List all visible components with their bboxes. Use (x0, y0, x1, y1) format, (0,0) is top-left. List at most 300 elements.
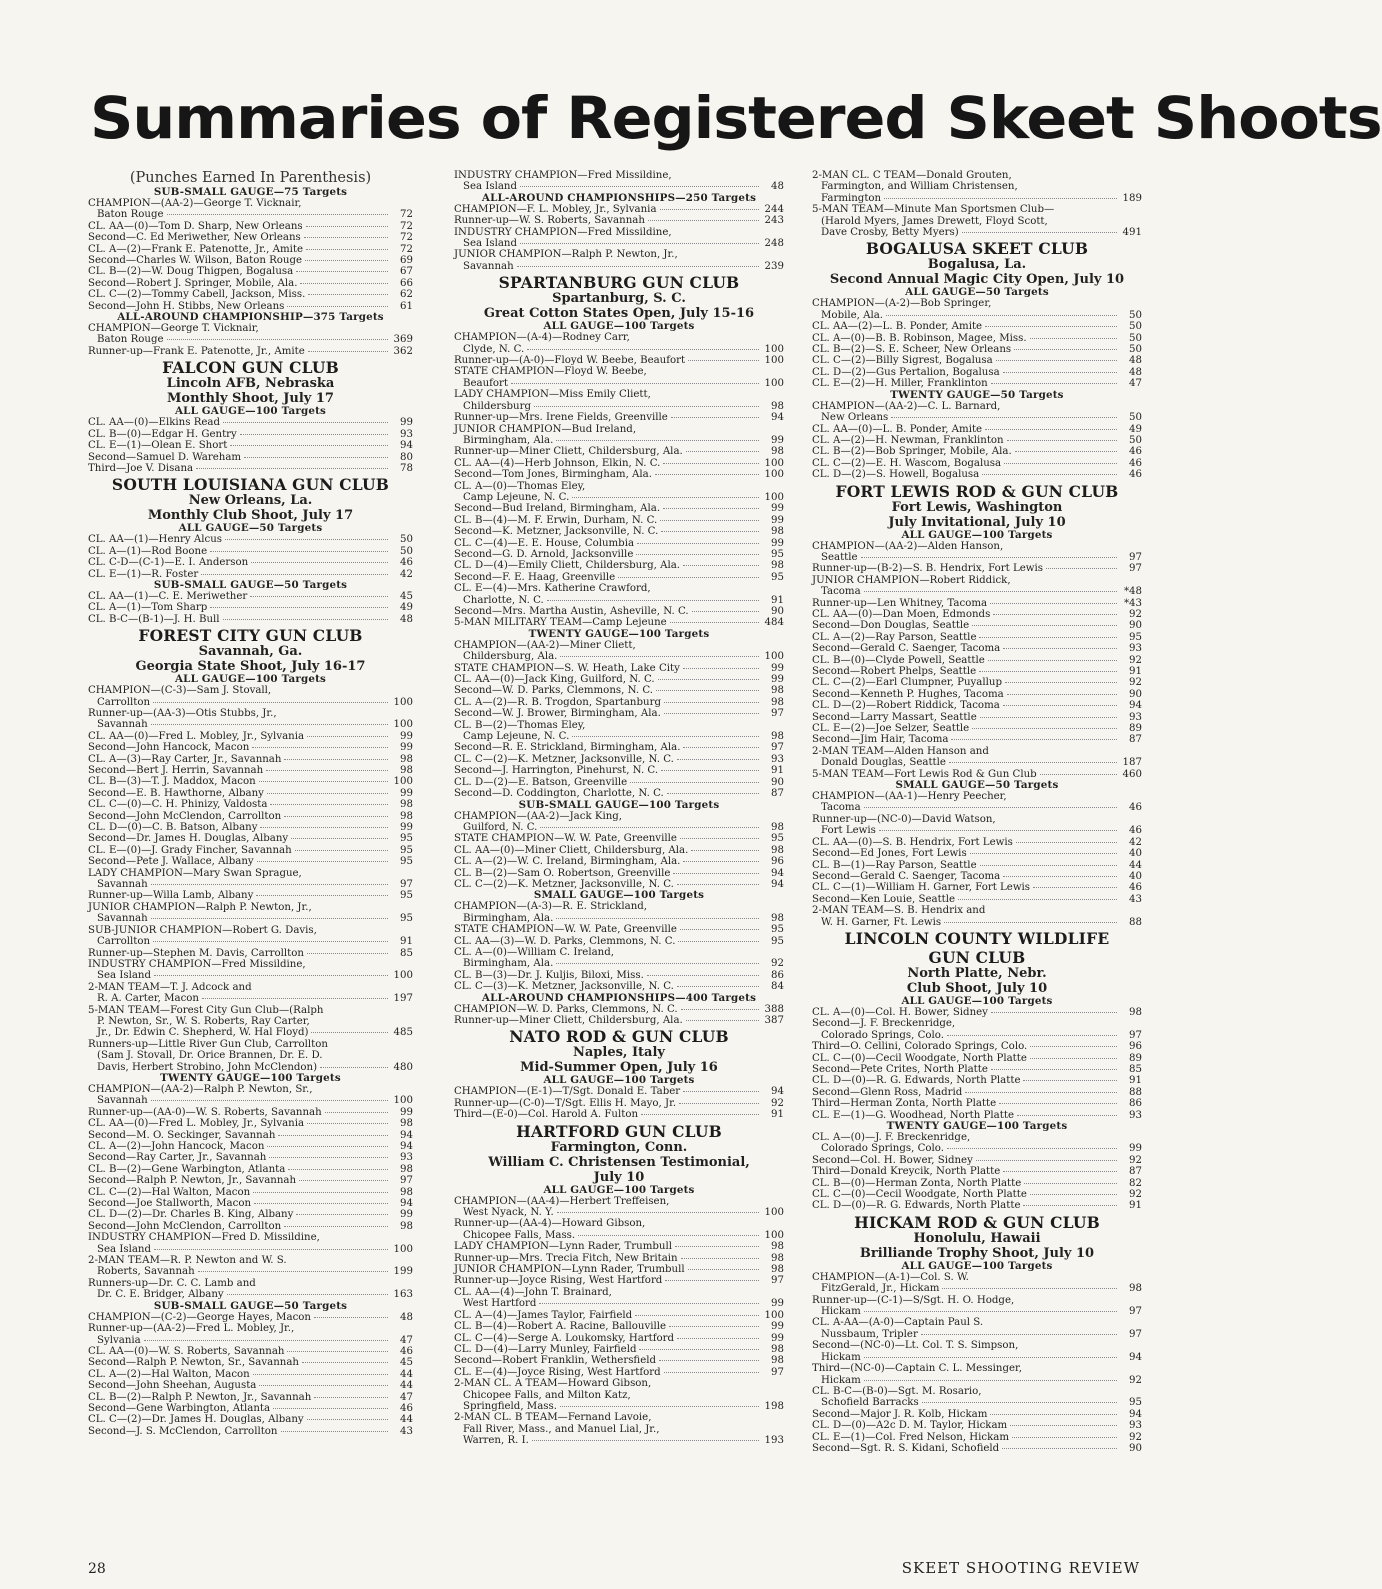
gauge-heading: ALL GAUGE—50 Targets (178, 522, 323, 535)
dot-leader (958, 899, 1117, 900)
entry-text: CHAMPION—(A-1)—Col. S. W. (812, 1271, 969, 1283)
result-entry (454, 1004, 784, 1015)
result-entry-continued (454, 913, 784, 924)
result-entry-continued (454, 1424, 784, 1435)
result-entry-continued (454, 1435, 784, 1446)
dot-leader (677, 1338, 759, 1339)
entry-text: CL. B—(2)—Ralph P. Newton, Jr., Savannah (88, 1391, 312, 1403)
result-entry (812, 458, 1142, 469)
result-entry (454, 742, 784, 753)
dot-leader (680, 838, 759, 839)
dot-leader (244, 457, 388, 458)
entry-score: 98 (771, 912, 784, 924)
result-entry-continued (454, 731, 784, 742)
dot-leader (972, 728, 1117, 729)
dot-leader (266, 770, 388, 771)
entry-score: 72 (400, 220, 413, 232)
result-entry (88, 1414, 413, 1425)
entry-text: CL. A—(1)—Tom Sharp (88, 602, 208, 614)
result-entry (812, 575, 1142, 586)
dot-leader (325, 1112, 388, 1113)
dot-leader (253, 1374, 388, 1375)
result-entry (812, 1098, 1142, 1109)
result-entry (454, 526, 784, 537)
entry-score: 239 (764, 260, 784, 272)
entry-score: 45 (400, 590, 413, 602)
result-entry (812, 1386, 1142, 1397)
result-entry-continued (812, 1283, 1142, 1294)
dot-leader (970, 853, 1117, 854)
club-name: HICKAM ROD & GUN CLUB (854, 1212, 1100, 1232)
entry-score: 46 (1129, 882, 1142, 894)
entry-text: Second—Glenn Ross, Madrid (812, 1086, 963, 1098)
entry-score: 93 (1129, 711, 1142, 723)
entry-text: CL. B-C—(B-0)—Sgt. M. Rosario, (812, 1385, 982, 1397)
entry-score: 92 (1129, 608, 1142, 620)
entry-text: Third—(E-0)—Col. Harold A. Fulton (454, 1109, 639, 1121)
entry-text: Second—Tom Jones, Birmingham, Ala. (454, 469, 652, 481)
entry-text: Baton Rouge (97, 334, 164, 346)
dot-leader (686, 1020, 759, 1021)
dot-leader (681, 1258, 759, 1259)
entry-text: CL. A—(2)—Ray Parson, Seattle (812, 631, 977, 643)
entry-score: 48 (400, 613, 413, 625)
result-entry (812, 1420, 1142, 1431)
entry-text: Second—John H. Stibbs, New Orleans (88, 300, 285, 312)
entry-text: INDUSTRY CHAMPION—Fred D. Missildine, (88, 1232, 320, 1244)
dot-leader (527, 349, 759, 350)
entry-text: Runner-up—Len Whitney, Tacoma (812, 597, 988, 609)
entry-text: Runner-up—(AA-2)—Fred L. Mobley, Jr., (88, 1323, 295, 1335)
dot-leader (151, 724, 388, 725)
entry-text: Runner-up—W. S. Roberts, Savannah (454, 215, 645, 227)
entry-text: Charlotte, N. C. (463, 594, 544, 606)
result-entry (812, 1155, 1142, 1166)
result-entry (88, 417, 413, 428)
result-entry (88, 1403, 413, 1414)
entry-text: Second—D. Coddington, Charlotte, N. C. (454, 788, 664, 800)
result-entry (812, 170, 1142, 181)
dot-leader (1040, 774, 1117, 775)
entry-text: LADY CHAMPION—Miss Emily Cliett, (454, 389, 651, 401)
entry-score: 100 (764, 469, 784, 481)
result-entry (88, 278, 413, 289)
entry-text: CHAMPION—(AA-2)—Miner Cliett, (454, 639, 636, 651)
entry-score: 95 (771, 548, 784, 560)
entry-text: CHAMPION—F. L. Mobley, Jr., Sylvania (454, 203, 657, 215)
dot-leader (1003, 372, 1117, 373)
result-entry (454, 424, 784, 435)
entry-text: 5-MAN TEAM—Forest City Gun Club—(Ralph (88, 1004, 324, 1016)
club-location: Lincoln AFB, Nebraska (166, 376, 335, 392)
result-entry (812, 746, 1142, 757)
result-entry (88, 1380, 413, 1391)
entry-text: Runner-up—(C-1)—S/Sgt. H. O. Hodge, (812, 1294, 1015, 1306)
entry-text: Second—J. F. Breckenridge, (812, 1018, 956, 1030)
column-1 (88, 170, 413, 1565)
dot-leader (520, 186, 759, 187)
entry-text: Birmingham, Ala. (463, 958, 554, 970)
dot-leader (254, 1203, 388, 1204)
entry-text: CL. AA—(3)—W. D. Parks, Clemmons, N. C. (454, 935, 676, 947)
entry-text: Runner-up—(NC-0)—David Watson, (812, 813, 996, 825)
result-entry (812, 598, 1142, 609)
page-number: 28 (88, 1561, 106, 1577)
dot-leader (1007, 440, 1117, 441)
entry-score: 95 (771, 833, 784, 845)
result-entry (88, 1084, 413, 1095)
result-entry-continued (812, 586, 1142, 597)
result-entry (812, 734, 1142, 745)
dot-leader (302, 1362, 388, 1363)
entry-text: Fall River, Mass., and Manuel Lial, Jr., (463, 1423, 660, 1435)
dot-leader (679, 1103, 759, 1104)
entry-text: CL. AA—(0)—Fred L. Mobley, Jr., Sylvania (88, 1118, 305, 1130)
entry-score: 92 (771, 1097, 784, 1109)
entry-score: 98 (771, 1355, 784, 1367)
result-entry-continued (454, 651, 784, 662)
entry-score: 95 (771, 924, 784, 936)
entry-text: JUNIOR CHAMPION—Robert Riddick, (812, 574, 1011, 586)
dot-leader (658, 679, 759, 680)
result-entry (812, 1272, 1142, 1283)
entry-score: 95 (400, 844, 413, 856)
result-entry (812, 700, 1142, 711)
result-entry-continued (454, 261, 784, 272)
entry-text: Second—Gerald C. Saenger, Tacoma (812, 643, 1001, 655)
result-entry (454, 754, 784, 765)
result-entry (454, 1412, 784, 1423)
dot-leader (1007, 694, 1117, 695)
entry-score: 50 (1129, 309, 1142, 321)
dot-leader (300, 283, 388, 284)
dot-leader (692, 611, 759, 612)
entry-score: 99 (400, 742, 413, 754)
result-entry-continued (812, 552, 1142, 563)
result-entry (454, 389, 784, 400)
entry-text: Second—C. Ed Meriwether, New Orleans (88, 232, 301, 244)
dot-leader (688, 360, 759, 361)
entry-score: 193 (764, 1435, 784, 1447)
entry-score: 91 (1129, 1075, 1142, 1087)
result-entry (454, 674, 784, 685)
result-entry-continued (88, 913, 413, 924)
entry-score: 95 (1129, 1397, 1142, 1409)
entry-text: Beaufort (463, 377, 509, 389)
result-entry (812, 367, 1142, 378)
entry-text: Second—M. O. Seckinger, Savannah (88, 1129, 276, 1141)
dot-leader (1023, 1205, 1117, 1206)
result-entry (454, 458, 784, 469)
result-entry (812, 860, 1142, 871)
entry-text: STATE CHAMPION—W. W. Pate, Greenville (454, 924, 677, 936)
entry-text: Runner-up—(A-0)—Floyd W. Beebe, Beaufort (454, 355, 686, 367)
entry-score: 95 (400, 890, 413, 902)
result-entry (812, 609, 1142, 620)
entry-text: CL. B—(3)—T. J. Maddox, Macon (88, 776, 256, 788)
result-entry (88, 232, 413, 243)
entry-text: Savannah (97, 719, 148, 731)
result-entry (812, 632, 1142, 643)
event-title: Great Cotton States Open, July 15-16 (483, 306, 755, 322)
result-entry-continued (88, 1095, 413, 1106)
entry-text: CL. E—(2)—H. Miller, Franklinton (812, 378, 988, 390)
entry-score: 94 (400, 440, 413, 452)
entry-score: 100 (393, 970, 413, 982)
dot-leader (1003, 1171, 1117, 1172)
dot-leader (257, 861, 388, 862)
entry-text: CL. A—(2)—R. B. Trogdon, Spartanburg (454, 696, 661, 708)
entry-text: CL. A—(4)—James Taylor, Fairfield (454, 1309, 633, 1321)
entry-text: JUNIOR CHAMPION—Lynn Rader, Trumbull (454, 1264, 685, 1276)
entry-score: 98 (400, 1220, 413, 1232)
entry-text: CHAMPION—(C-3)—Sam J. Stovall, (88, 685, 272, 697)
entry-text: Sylvania (97, 1334, 141, 1346)
result-entry-continued (88, 970, 413, 981)
gauge-heading: ALL GAUGE—100 Targets (543, 1074, 695, 1087)
result-entry-continued (88, 334, 413, 345)
entry-score: 99 (400, 1209, 413, 1221)
dot-leader (251, 562, 388, 563)
entry-score: 100 (764, 377, 784, 389)
entry-score: 47 (400, 1334, 413, 1346)
entry-score: 100 (764, 1229, 784, 1241)
result-entry (454, 215, 784, 226)
entry-text: Second—Joe Stallworth, Macon (88, 1198, 252, 1210)
result-entry (454, 481, 784, 492)
entry-score: 92 (1129, 1374, 1142, 1386)
entry-score: 61 (400, 300, 413, 312)
gauge-heading: ALL-AROUND CHAMPIONSHIPS—400 Targets (481, 991, 757, 1004)
entry-score: 42 (400, 568, 413, 580)
entry-text: Second—G. D. Arnold, Jacksonville (454, 548, 634, 560)
result-entry (88, 685, 413, 696)
entry-text: CL. B—(0)—Edgar H. Gentry (88, 428, 237, 440)
entry-text: CL. C—(0)—Cecil Woodgate, North Platte (812, 1052, 1027, 1064)
result-entry (88, 1164, 413, 1175)
entry-text: 5-MAN MILITARY TEAM—Camp Lejeune (454, 617, 667, 629)
entry-text: Donald Douglas, Seattle (821, 757, 946, 769)
entry-text: CL. B—(2)—Sam O. Robertson, Greenville (454, 867, 671, 879)
entry-text: CL. E—(1)—Olean E. Short (88, 440, 228, 452)
entry-text: CL. AA—(2)—L. B. Ponder, Amite (812, 321, 983, 333)
entry-score: 87 (1129, 1166, 1142, 1178)
entry-score: 248 (764, 238, 784, 250)
result-entry-continued (812, 193, 1142, 204)
entry-score: 100 (764, 651, 784, 663)
result-entry-continued (454, 401, 784, 412)
dot-leader (664, 1372, 759, 1373)
entry-text: Second—Bert J. Herrin, Savannah (88, 765, 264, 776)
entry-text: CL. E—(1)—R. Foster (88, 568, 199, 580)
dot-leader (287, 306, 388, 307)
result-entry (812, 298, 1142, 309)
entry-score: 87 (1129, 734, 1142, 746)
result-entry-continued (88, 1289, 413, 1300)
entry-score: 98 (771, 446, 784, 458)
result-entry (88, 754, 413, 765)
result-entry (88, 868, 413, 879)
entry-score: 94 (1129, 1351, 1142, 1363)
entry-text: Second—Col. H. Bower, Sidney (812, 1154, 973, 1166)
event-title: July 10 (593, 1169, 645, 1185)
dot-leader (670, 622, 759, 623)
entry-text: Camp Lejeune, N. C. (463, 491, 570, 503)
result-entry (812, 1041, 1142, 1052)
entry-text: Carrollton (97, 936, 151, 948)
result-entry (88, 799, 413, 810)
entry-score: 92 (1129, 1431, 1142, 1443)
section-note: (Punches Earned In Parenthesis) (129, 170, 372, 186)
entry-text: CL. AA—(0)—Elkins Read (88, 417, 221, 429)
result-entry (88, 731, 413, 742)
entry-text: CL. E—(1)—G. Woodhead, North Platte (812, 1109, 1014, 1121)
entry-text: Baton Rouge (97, 209, 164, 221)
entry-text: Runner-up—Mrs. Trecia Fitch, New Britain (454, 1252, 678, 1264)
entry-text: CHAMPION—(AA-2)—Jack King, (454, 810, 623, 822)
entry-text: CL. AA—(0)—Miner Cliett, Childersburg, Ala. (454, 844, 689, 856)
result-entry (454, 1287, 784, 1298)
entry-text: CL. D—(2)—E. Batson, Greenville (454, 776, 628, 788)
dot-leader (1014, 349, 1117, 350)
entry-text: Farmington, and William Christensen, (821, 181, 1018, 193)
dot-leader (691, 850, 759, 851)
entry-score: 92 (1129, 654, 1142, 666)
entry-text: 2-MAN TEAM—S. B. Hendrix and (812, 905, 986, 917)
entry-text: CL. E—(0)—J. Grady Fincher, Savannah (88, 844, 292, 856)
entry-score: 99 (400, 787, 413, 799)
dot-leader (980, 865, 1117, 866)
entry-text: Chicopee Falls, and Milton Katz, (463, 1389, 631, 1401)
dot-leader (256, 895, 388, 896)
entry-text: Tacoma (821, 802, 861, 814)
event-title: Mid-Summer Open, July 16 (520, 1060, 718, 1076)
dot-leader (681, 1009, 759, 1010)
entry-score: 100 (764, 1309, 784, 1321)
result-entry (454, 355, 784, 366)
entry-text: Dr. C. E. Bridger, Albany (97, 1289, 224, 1301)
result-entry (454, 901, 784, 912)
result-entry (454, 572, 784, 583)
result-entry (454, 765, 784, 776)
dot-leader (664, 702, 759, 703)
dot-leader (991, 1069, 1117, 1070)
entry-text: CL. A—(2)—Frank E. Patenotte, Jr., Amite (88, 243, 304, 255)
entry-text: Savannah (97, 1095, 148, 1107)
result-entry (454, 560, 784, 571)
entry-score: 91 (1129, 666, 1142, 677)
result-entry (454, 936, 784, 947)
dot-leader (250, 596, 388, 597)
dot-leader (678, 941, 759, 942)
dot-leader (167, 339, 388, 340)
entry-text: CL. B—(4)—M. F. Erwin, Durham, N. C. (454, 514, 658, 526)
dot-leader (511, 383, 759, 384)
entry-score: 99 (400, 730, 413, 742)
result-entry-continued (454, 1401, 784, 1412)
entry-score: 99 (771, 503, 784, 515)
entry-score: 98 (771, 1264, 784, 1276)
dot-leader (154, 1249, 388, 1250)
result-entry-continued (812, 216, 1142, 227)
entry-text: CL. A—(0)—B. B. Robinson, Magee, Miss. (812, 332, 1027, 344)
entry-score: 100 (764, 1207, 784, 1219)
entry-text: CL. A—(1)—Rod Boone (88, 545, 208, 557)
entry-text: CL. B-C—(B-1)—J. H. Bull (88, 613, 220, 625)
entry-text: Carrollton (97, 696, 151, 708)
entry-score: 243 (764, 215, 784, 227)
club-name: BOGALUSA SKEET CLUB (865, 239, 1089, 259)
entry-text: CL. D—(4)—Emily Cliett, Childersburg, Ala. (454, 560, 681, 572)
entry-text: Runners-up—Dr. C. C. Lamb and (88, 1277, 256, 1289)
entry-text: Second—Pete J. Wallace, Albany (88, 856, 254, 868)
entry-score: 93 (1129, 1109, 1142, 1121)
entry-score: 99 (771, 537, 784, 549)
result-entry-continued (454, 958, 784, 969)
dot-leader (572, 497, 759, 498)
club-location: Savannah, Ga. (198, 644, 303, 660)
result-entry (454, 1253, 784, 1264)
result-entry (88, 602, 413, 613)
result-entry (454, 1264, 784, 1275)
dot-leader (198, 1271, 388, 1272)
result-entry (454, 697, 784, 708)
dot-leader (252, 747, 388, 748)
result-entry-continued (812, 802, 1142, 813)
result-entry (812, 321, 1142, 332)
entry-text: Third—Herman Zonta, North Platte (812, 1098, 997, 1110)
entry-text: Second—Charles W. Wilson, Baton Rouge (88, 255, 303, 267)
entry-score: 91 (771, 1109, 784, 1121)
entry-text: JUNIOR CHAMPION—Ralph P. Newton, Jr., (454, 249, 678, 261)
result-entry (812, 1007, 1142, 1018)
gauge-heading: SUB-SMALL GAUGE—50 Targets (153, 1299, 348, 1312)
dot-leader (296, 1214, 388, 1215)
dot-leader (891, 417, 1117, 418)
entry-score: 46 (1129, 825, 1142, 837)
dot-leader (153, 702, 388, 703)
result-entry (88, 1175, 413, 1186)
entry-text: LADY CHAMPION—Mary Swan Sprague, (88, 867, 302, 879)
result-entry (812, 643, 1142, 654)
entry-score: 96 (771, 856, 784, 868)
result-entry (454, 249, 784, 260)
entry-score: 98 (771, 685, 784, 697)
result-entry (88, 429, 413, 440)
entry-text: Second—J. Harrington, Pinehurst, N. C. (454, 765, 659, 777)
entry-text: CL. AA—(0)—Jack King, Guilford, N. C. (454, 674, 655, 686)
gauge-heading: ALL GAUGE—100 Targets (174, 405, 327, 418)
result-entry (88, 833, 413, 844)
entry-text: Second—J. S. McClendon, Carrollton (88, 1425, 278, 1437)
entry-score: 98 (771, 1343, 784, 1355)
result-entry (812, 837, 1142, 848)
gauge-heading: TWENTY GAUGE—100 Targets (528, 627, 710, 640)
entry-text: Runner-up—(AA-0)—W. S. Roberts, Savannah (88, 1106, 322, 1118)
dot-leader (991, 1012, 1117, 1013)
dot-leader (1023, 1080, 1117, 1081)
entry-score: 98 (400, 765, 413, 776)
dot-leader (151, 884, 388, 885)
club-location: Spartanburg, S. C. (552, 291, 686, 307)
entry-score: 50 (1129, 434, 1142, 446)
result-entry-continued (812, 412, 1142, 423)
entry-text: CL. A—(0)—William C. Ireland, (454, 946, 614, 958)
entry-text: CL. C—(2)—E. H. Wascom, Bogalusa (812, 457, 1002, 469)
dot-leader (949, 762, 1117, 763)
entry-score: 93 (771, 753, 784, 765)
entry-score: 94 (771, 867, 784, 879)
